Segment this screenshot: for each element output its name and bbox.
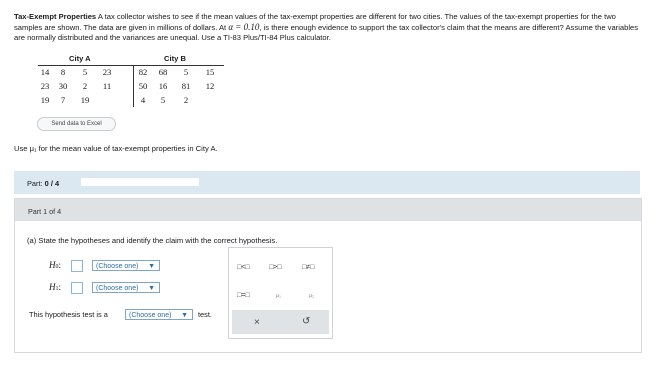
part-progress-label: Part: 0 / 4 <box>27 179 60 188</box>
alpha-value: α = 0.10 <box>228 22 260 32</box>
test-suffix: test. <box>198 310 212 319</box>
city-a-cell: 5 <box>82 67 88 77</box>
city-b-cell: 50 <box>138 81 148 91</box>
mu1-button[interactable]: μ₁ <box>276 293 281 299</box>
city-a-header: City A <box>69 54 91 63</box>
part-1-title: Part 1 of 4 <box>28 207 62 216</box>
city-b-cell: 68 <box>158 67 168 77</box>
h1-label: H1: <box>49 282 62 292</box>
city-b-cell: 15 <box>205 67 215 77</box>
city-b-header: City B <box>164 54 186 63</box>
city-b-cell: 12 <box>205 81 215 91</box>
mu2-button[interactable]: μ₂ <box>309 293 315 299</box>
city-b-cell: 5 <box>183 67 189 77</box>
h1-answer-box[interactable] <box>71 282 83 294</box>
send-to-excel-button[interactable]: Send data to Excel <box>37 117 116 131</box>
city-a-cell: 30 <box>58 81 68 91</box>
progress-track <box>81 178 199 186</box>
city-a-cell: 23 <box>102 67 112 77</box>
problem-text-1: A tax collector wishes to see if the mean values of the tax-exempt properties are different for two cities. The values of the tax-exempt properties for the two samples are shown. The data are given in millions of dollars. At <box>14 12 616 32</box>
problem-text-2: , is there enough evidence to support the tax collector's claim that the means are different? Assume the variables are normally distributed and the variances are unequal. Use a TI-83 Plus/TI-84 Plus calculator. <box>14 23 639 42</box>
use-mu-instruction: Use μ₁ for the mean value of tax-exempt properties in City A. <box>14 144 218 153</box>
city-b-cell: 16 <box>158 81 168 91</box>
h1-claim-select[interactable]: (Choose one) ▼ <box>92 282 160 293</box>
table-header-rule <box>38 65 224 66</box>
h0-label: H0: <box>49 260 62 270</box>
city-b-cell: 2 <box>183 95 189 105</box>
city-a-cell: 19 <box>80 95 90 105</box>
not-equal-button[interactable]: □≠□ <box>302 264 315 271</box>
part-progress-bar <box>14 171 640 194</box>
city-a-cell: 2 <box>82 81 88 91</box>
undo-icon[interactable]: ↺ <box>302 316 311 327</box>
less-than-button[interactable]: □<□ <box>237 264 250 271</box>
question-text: (a) State the hypotheses and identify the claim with the correct hypothesis. <box>27 236 278 245</box>
city-a-cell: 14 <box>40 67 50 77</box>
chevron-down-icon: ▼ <box>148 285 155 292</box>
h0-answer-box[interactable] <box>71 260 83 272</box>
city-b-cell: 4 <box>140 95 146 105</box>
chevron-down-icon: ▼ <box>148 263 155 270</box>
city-a-cell: 7 <box>60 95 66 105</box>
data-table <box>34 54 224 108</box>
math-palette <box>228 247 333 339</box>
city-a-cell: 23 <box>40 81 50 91</box>
city-a-cell: 19 <box>40 95 50 105</box>
part-1-header <box>15 199 641 221</box>
test-type-select[interactable]: (Choose one) ▼ <box>125 309 193 320</box>
part-progress-value: 0 / 4 <box>44 179 60 188</box>
part-1-panel <box>14 198 642 353</box>
h0-claim-select[interactable]: (Choose one) ▼ <box>92 260 160 271</box>
city-a-cell: 11 <box>102 81 112 91</box>
city-a-cell: 8 <box>60 67 66 77</box>
test-type-line: This hypothesis test is a <box>29 310 108 319</box>
close-icon[interactable]: × <box>254 317 260 328</box>
chevron-down-icon: ▼ <box>181 312 188 319</box>
palette-actions <box>232 310 329 334</box>
problem-title: Tax-Exempt Properties <box>14 12 97 21</box>
city-b-cell: 5 <box>160 95 166 105</box>
city-b-cell: 81 <box>181 81 191 91</box>
problem-statement <box>14 12 646 43</box>
city-b-cell: 82 <box>138 67 148 77</box>
equal-button[interactable]: □=□ <box>237 292 250 299</box>
greater-than-button[interactable]: □>□ <box>269 264 282 271</box>
